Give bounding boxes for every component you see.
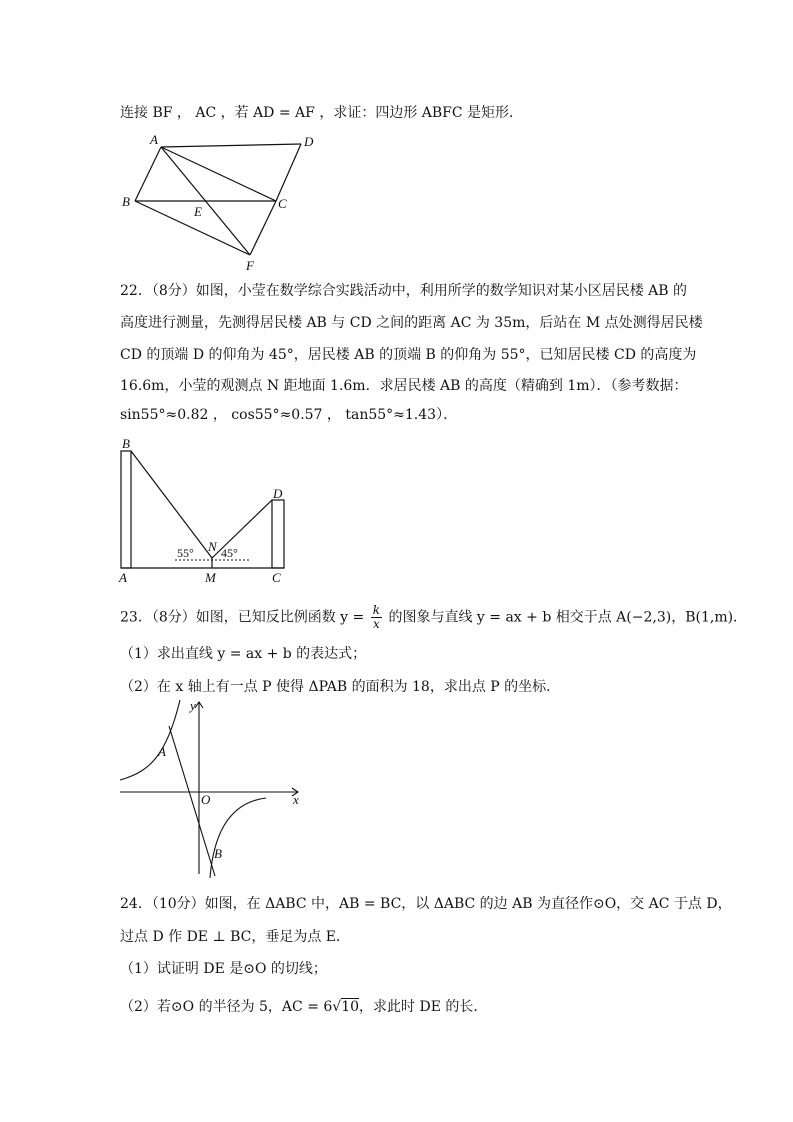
q24-line-1: 24．（10分）如图，在 ΔABC 中，AB = BC，以 ΔABC 的边 AB 为直径作⊙O，交 AC 于点 D， <box>120 896 732 912</box>
seg-AB <box>135 147 161 201</box>
q23-line-2: （1）求出直线 y = ax + b 的表达式； <box>120 646 367 662</box>
q24-line-4: （2）若⊙O 的半径为 5，AC = 6√10，求此时 DE 的长． <box>120 999 488 1015</box>
q23-line-3: （2）在 x 轴上有一点 P 使得 ΔPAB 的面积为 18，求出点 P 的坐标． <box>120 679 561 695</box>
label-A: A <box>150 132 158 147</box>
label-D: D <box>304 134 314 149</box>
label-A: A <box>158 744 166 759</box>
building-CD <box>272 500 284 568</box>
seg-AC <box>161 147 276 201</box>
figure-parallelogram <box>118 130 328 272</box>
hyperbola-left <box>120 700 180 780</box>
seg-DC <box>276 144 301 201</box>
label-N: N <box>208 539 217 554</box>
figure-coordinate-plane <box>118 698 308 880</box>
label-B: B <box>214 846 222 861</box>
q22-line-4: 16.6m，小莹的观测点 N 距地面 1.6m．求居民楼 AB 的高度（精确到 1m）．（参考数据： <box>120 378 688 394</box>
building-AB <box>121 451 131 568</box>
q22-line-2: 高度进行测量，先测得居民楼 AB 与 CD 之间的距离 AC 为 35m，后站在 M 点处测得居民楼 <box>120 315 703 331</box>
q22-line-1: 22．（8分）如图，小莹在数学综合实践活动中，利用所学的数学知识对某小区居民楼 AB 的 <box>120 283 688 299</box>
fraction-k-over-x: $\frac{k}{x}$ <box>372 603 380 631</box>
proof-statement: 连接 BF ， AC ，若 AD = AF ，求证：四边形 ABFC 是矩形． <box>120 105 524 121</box>
q24-line-3: （1）试证明 DE 是⊙O 的切线； <box>120 961 327 977</box>
label-y: y <box>190 698 196 713</box>
seg-CF <box>250 201 276 255</box>
q22-line-5: sin55°≈0.82 ， cos55°≈0.57 ， tan55°≈1.43）． <box>120 407 458 423</box>
q22-line-3: CD 的顶端 D 的仰角为 45°，居民楼 AB 的顶端 B 的仰角为 55°，已知居民楼 CD 的高度为 <box>120 347 697 363</box>
label-A: A <box>119 570 127 585</box>
q24-line-2: 过点 D 作 DE ⊥ BC，垂足为点 E． <box>120 929 351 945</box>
label-C: C <box>272 570 281 585</box>
label-M: M <box>205 570 216 585</box>
label-E: E <box>194 204 202 219</box>
label-B: B <box>122 194 130 209</box>
label-C: C <box>278 196 287 211</box>
seg-BF <box>135 201 250 255</box>
label-D: D <box>273 486 283 501</box>
figure-buildings <box>115 436 305 586</box>
angle-45: 45° <box>221 546 238 560</box>
sqrt-radicand: 10 <box>341 999 360 1015</box>
label-B: B <box>122 436 130 451</box>
label-O: O <box>201 792 211 807</box>
label-x: x <box>293 792 299 807</box>
sight-NB <box>131 451 212 558</box>
label-F: F <box>246 258 254 273</box>
q23-line-1: 23．（8分）如图，已知反比例函数 y = $\frac{k}{x}$ 的图象与直线 y = ax + b 相交于点 A(−2,3)，B(1,m)． <box>120 603 748 631</box>
seg-AD <box>161 144 301 147</box>
angle-55: 55° <box>177 546 194 560</box>
sqrt-symbol: √ <box>332 999 342 1015</box>
hyperbola-right <box>210 798 266 878</box>
